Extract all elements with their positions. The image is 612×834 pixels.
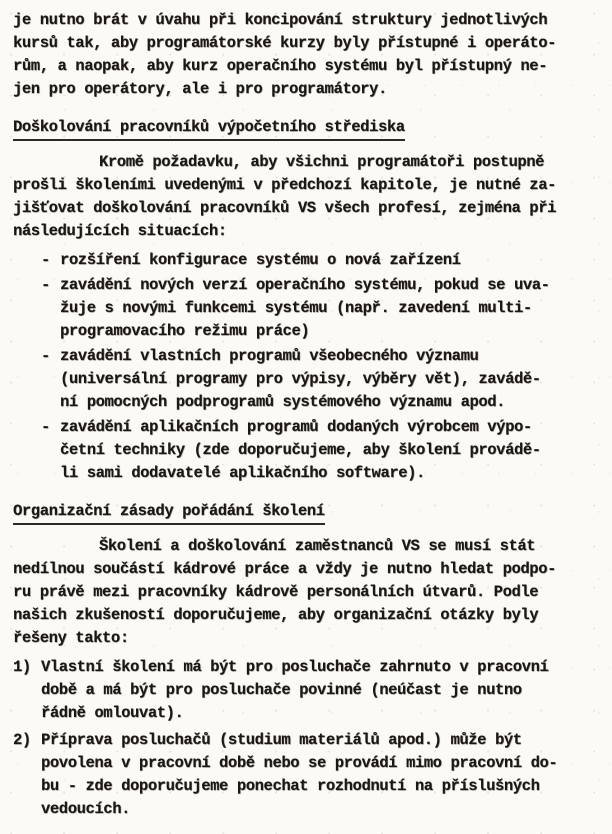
number-marker: 1): [13, 658, 31, 676]
section1-paragraph: [13, 151, 588, 243]
text-line: prošli školeními uvedenými v předchozí kapitole, je nutné za-: [13, 176, 556, 194]
text-line: Příprava posluchačů (studium materiálů apod.) může být: [41, 731, 522, 749]
list-item: [41, 249, 588, 272]
text-line: povolena v pracovní době nebo se provádí mimo pracovní do-: [41, 754, 558, 772]
heading-text: Doškolování pracovníků výpočetního střediska: [13, 116, 405, 141]
list-item: [41, 416, 588, 485]
text-line: nedílnou součástí kádrové práce a vždy je nutno hledat podpo-: [13, 560, 556, 578]
text-line: rozšíření konfigurace systému o nová zařízení: [60, 251, 461, 269]
text-line: zavádění aplikačních programů dodaných výrobcem výpo-: [60, 418, 532, 436]
list-item-text: [60, 345, 588, 414]
list-item: [41, 345, 588, 414]
text-line: ru právě mezi pracovníky kádrově personálních útvarů. Podle: [13, 583, 539, 601]
text-line: (universální programy pro výpisy, výběry vět), zavádě-: [60, 370, 541, 388]
dash-bullet-marker: -: [41, 276, 50, 294]
text-line: řešeny takto:: [13, 629, 129, 647]
list-item: [41, 274, 588, 343]
text-line: zavádění vlastních programů všeobecného významu: [60, 347, 479, 365]
text-line: li sami dodavatelé aplikačního software).: [60, 464, 425, 482]
number-marker: 2): [13, 731, 31, 749]
dash-bullet-marker: -: [41, 251, 50, 269]
list-item-text: [41, 656, 588, 725]
section-heading-organizacni-zasady: [13, 500, 588, 525]
text-line: Vlastní školení má být pro posluchače zahrnuto v pracovní: [41, 658, 549, 676]
text-line: Kromě požadavku, aby všichni programátoři postupně: [99, 153, 545, 171]
text-line: kursů tak, aby programátorské kurzy byly přístupné i operáto-: [13, 34, 556, 52]
text-line: bu - zde doporučujeme ponechat rozhodnutí na příslušných: [41, 777, 540, 795]
text-line: jišťovat doškolování pracovníků VS všech profesí, zejména při: [13, 199, 556, 217]
text-line: následujících situacích:: [13, 222, 227, 240]
text-line: jen pro operátory, ale i pro programátory.: [13, 80, 387, 98]
text-line: ní pomocných podprogramů systémového významu apod.: [60, 393, 506, 411]
heading-text: Organizační zásady pořádání školení: [13, 500, 325, 525]
text-line: Školení a doškolování zaměstnanců VS se musí stát: [99, 537, 536, 555]
text-line: četní techniky (zde doporučujeme, aby školení provádě-: [60, 441, 541, 459]
text-line: zavádění nových verzí operačního systému, pokud se uva-: [60, 276, 550, 294]
numbered-rules-list: [13, 656, 588, 821]
situation-bullet-list: [13, 249, 588, 485]
intro-paragraph: [13, 9, 588, 101]
list-item-text: [41, 729, 588, 821]
text-line: řádně omlouvat).: [41, 704, 184, 722]
text-line: našich zkušeností doporučujeme, aby organizační otázky byly: [13, 606, 539, 624]
dash-bullet-marker: -: [41, 347, 50, 365]
list-item: [13, 729, 588, 821]
list-item-text: [60, 249, 588, 272]
dash-bullet-marker: -: [41, 418, 50, 436]
section-heading-doskolovani: [13, 116, 588, 141]
text-line: rům, a naopak, aby kurz operačního systému byl přístupný ne-: [13, 57, 548, 75]
section2-paragraph: [13, 535, 588, 650]
list-item-text: [60, 274, 588, 343]
text-line: době a má být pro posluchače povinné (neúčast je nutno: [41, 681, 522, 699]
text-line: programovacího režimu práce): [60, 322, 310, 340]
text-line: je nutno brát v úvahu při koncipování struktury jednotlivých: [13, 11, 548, 29]
list-item: [13, 656, 588, 725]
list-item-text: [60, 416, 588, 485]
text-line: vedoucích.: [41, 800, 131, 818]
text-line: žuje s novými funkcemi systému (např. zavedení multi-: [60, 299, 532, 317]
